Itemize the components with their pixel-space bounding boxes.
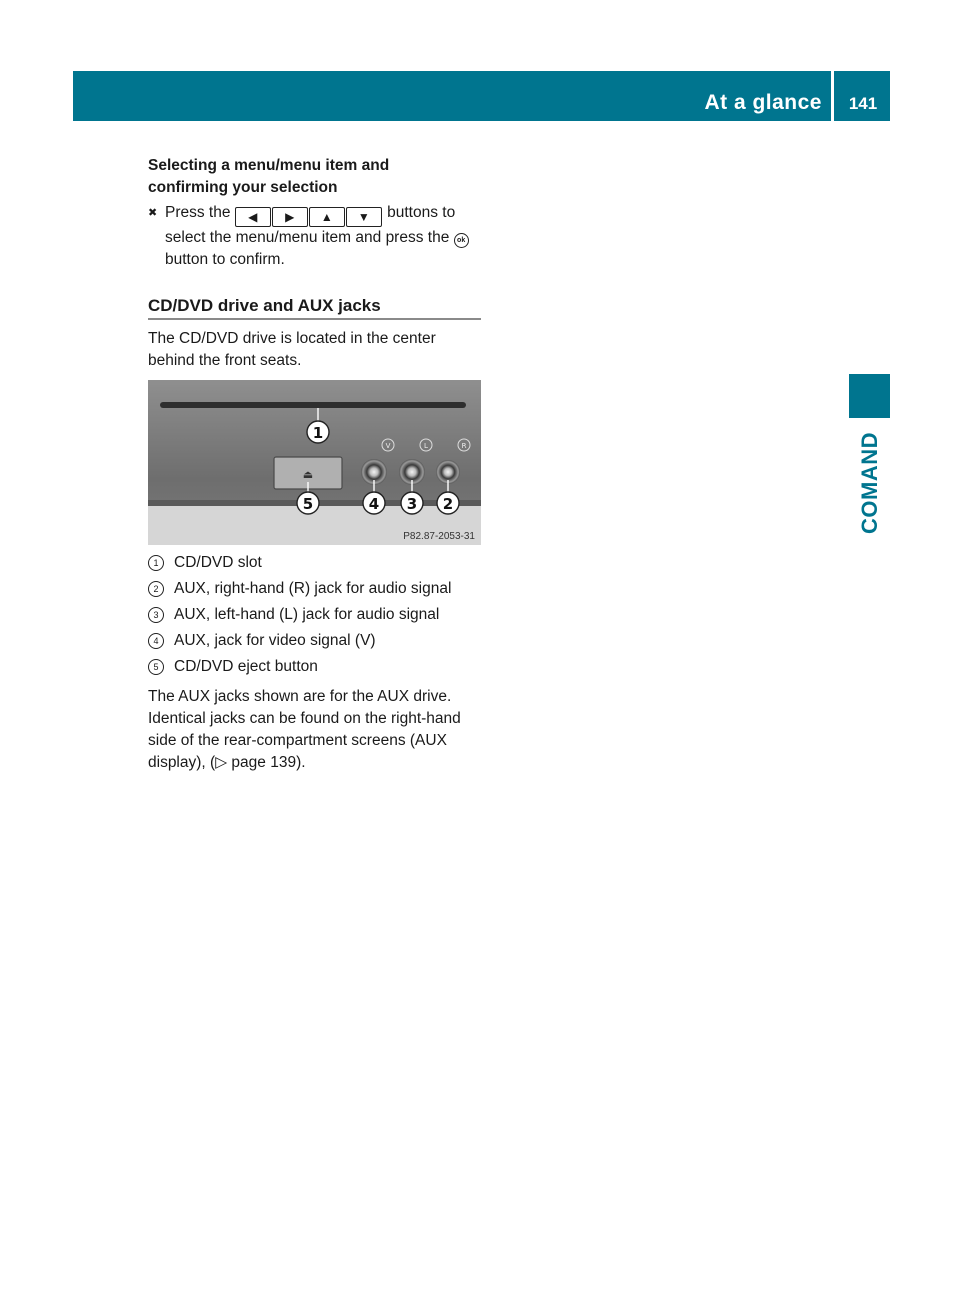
cd-section-heading: CD/DVD drive and AUX jacks [148, 296, 381, 315]
jack-label-l: L [424, 442, 428, 450]
heading-line-2: confirming your selection [148, 179, 338, 196]
header-bar [73, 71, 890, 121]
ok-button-icon: ok [454, 233, 469, 248]
right-key-icon: ▶ [272, 207, 308, 227]
svg-text:⏏: ⏏ [302, 468, 314, 481]
legend-number: 1 [148, 555, 164, 571]
legend-text: AUX, left-hand (L) jack for audio signal [174, 606, 440, 623]
legend-item [148, 604, 483, 626]
callout-3: 3 [406, 495, 418, 513]
cd-intro: The CD/DVD drive is located in the center behind the front seats. [148, 330, 436, 369]
instruction-text [148, 202, 483, 271]
side-tab-label: COMAND [856, 432, 882, 534]
menu-selection-heading [148, 155, 483, 199]
legend-number: 5 [148, 659, 164, 675]
jack-label-v: V [385, 442, 391, 450]
legend-item [148, 630, 483, 652]
callout-1: 1 [312, 424, 324, 442]
legend-text: AUX, right-hand (R) jack for audio signal [174, 580, 452, 597]
legend-item [148, 578, 483, 600]
left-key-icon: ◀ [235, 207, 271, 227]
heading-line-1: Selecting a menu/menu item and [148, 157, 390, 174]
legend-item [148, 552, 483, 574]
callout-5: 5 [302, 495, 314, 513]
legend-number: 3 [148, 607, 164, 623]
legend-number: 4 [148, 633, 164, 649]
jack-label-r: R [461, 442, 467, 450]
section-divider [148, 318, 481, 320]
page-reference-link[interactable]: page 139). [227, 754, 306, 771]
page-number: 141 [848, 94, 878, 113]
instruction-suffix: button to confirm. [165, 251, 285, 268]
cd-drive-photo [148, 380, 481, 545]
legend-item [148, 656, 483, 678]
page-ref-icon: ▷ [215, 754, 228, 771]
aux-note [148, 686, 483, 774]
down-key-icon: ▼ [346, 207, 382, 227]
menu-instruction [148, 202, 483, 271]
legend-text: CD/DVD eject button [174, 658, 318, 675]
callout-4: 4 [368, 495, 380, 513]
photo-code: P82.87-2053-31 [403, 531, 475, 542]
instruction-arrow-icon: ✖ [148, 207, 158, 219]
cd-slot [160, 402, 466, 408]
legend-list [148, 552, 483, 682]
legend-text: CD/DVD slot [174, 554, 262, 571]
legend-text: AUX, jack for video signal (V) [174, 632, 376, 649]
up-key-icon: ▲ [309, 207, 345, 227]
callout-2: 2 [442, 495, 454, 513]
legend-number: 2 [148, 581, 164, 597]
side-tab [849, 428, 890, 538]
section-title: At a glance [704, 91, 822, 114]
instruction-prefix: Press the [165, 204, 231, 221]
aux-note-text: The AUX jacks shown are for the AUX drive. Identical jacks can be found on the right-hand side of the rear-compartment screens (AUX display), ( [148, 688, 461, 771]
side-tab-marker [849, 374, 890, 418]
header-divider [831, 71, 834, 121]
instruction-middle: buttons to select the menu/menu item and press the [165, 204, 456, 246]
